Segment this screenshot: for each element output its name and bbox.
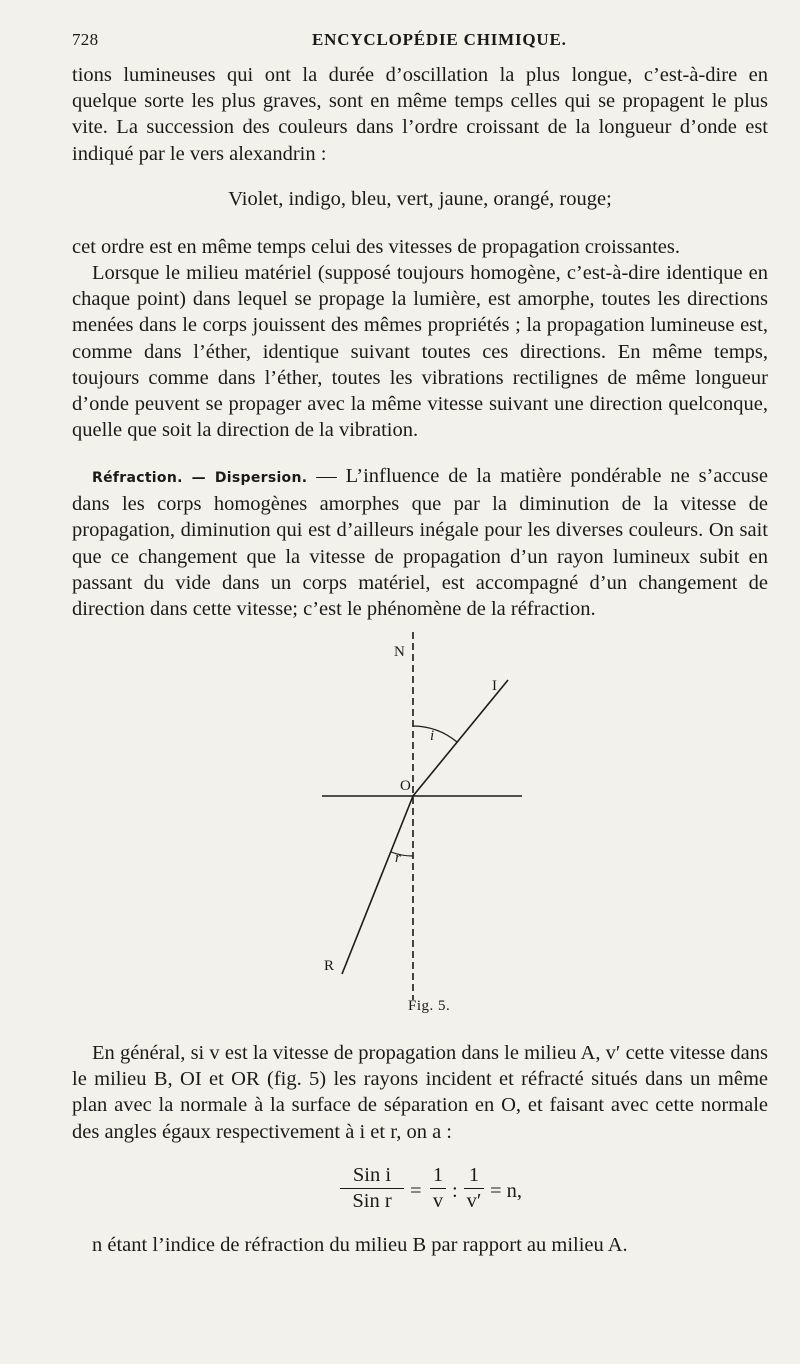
formula-tail: = n, <box>490 1180 523 1202</box>
formula-num3: 1 <box>468 1164 480 1186</box>
formula-num2: 1 <box>432 1164 444 1186</box>
formula-colon: : <box>452 1180 458 1202</box>
paragraph-3-text: Lorsque le milieu matériel (supposé toujours homogène, c’est-à-dire identique en chaque point) dans lequel se propage la lumière, est amorphe, toutes les directions menées dans le corps jouissent des mêmes propriétés ; la propagation lumineuse est, comme dans l’éther, identique suivant toutes ces directions. En même temps, toujours comme dans l’éther, toutes les vibrations rectilignes de même longueur d’onde peuvent se propager avec la même vitesse suivant une direction quelconque, quelle que soit la direction de la vibration. <box>72 262 768 442</box>
formula-num1: Sin i <box>352 1164 392 1186</box>
paragraph-4-text <box>72 463 768 622</box>
angle-i-arc <box>413 726 457 742</box>
paragraph-2-text: cet ordre est en même temps celui des vitesses de propagation croissantes. <box>72 236 680 258</box>
running-title: ENCYCLOPÉDIE CHIMIQUE. <box>312 30 567 49</box>
page-number: 728 <box>72 30 99 49</box>
formula-eq1: = <box>410 1180 422 1202</box>
verse-line: Violet, indigo, bleu, vert, jaune, orangé, rouge; <box>228 188 612 210</box>
paragraph-2 <box>72 234 768 260</box>
fraction-1v <box>430 1164 446 1213</box>
section-heading: Réfraction. — Dispersion. <box>92 470 308 486</box>
fraction-sin <box>340 1164 404 1213</box>
refracted-ray <box>342 796 413 974</box>
refraction-formula <box>340 1164 560 1224</box>
incident-ray <box>413 680 508 796</box>
label-I: I <box>492 678 497 694</box>
refraction-figure <box>300 628 540 1020</box>
label-R: R <box>324 958 335 974</box>
page-header <box>72 30 770 54</box>
paragraph-6-text: n étant l’indice de réfraction du milieu B par rapport au milieu A. <box>92 1234 628 1256</box>
fraction-1vprime <box>464 1164 484 1213</box>
formula-den3: v′ <box>466 1190 482 1212</box>
figure-caption: Fig. 5. <box>408 998 451 1014</box>
paragraph-3 <box>72 260 768 443</box>
label-O: O <box>400 778 411 794</box>
paragraph-6 <box>72 1232 768 1258</box>
formula-den2: v <box>432 1190 444 1212</box>
label-N: N <box>394 644 405 660</box>
formula-den1: Sin r <box>352 1190 392 1212</box>
paragraph-4-body: — L’influence de la matière pondérable ne s’accuse dans les corps homogènes amorphes que par la diminution de la vitesse de propagation, diminution qui est d’ailleurs inégale pour les diverses couleurs. On sait que ce changement que la vitesse de propagation d’un rayon lumineux subit en passant du vide dans un corps matériel, est accompagné d’un changement de direction dans cette vitesse; c’est le phénomène de la réfraction. <box>72 465 768 621</box>
paragraph-5 <box>72 1040 768 1145</box>
paragraph-5-text: En général, si v est la vitesse de propagation dans le milieu A, v′ cette vitesse dans le milieu B, OI et OR (fig. 5) les rayons incident et réfracté situés dans un même plan avec la normale à la surface de séparation en O, et faisant avec cette normale des angles égaux respectivement à i et r, on a : <box>72 1042 768 1143</box>
refraction-diagram <box>300 628 540 1020</box>
paragraph-1 <box>72 62 768 167</box>
label-r: r <box>395 850 401 866</box>
paragraph-4 <box>72 463 768 622</box>
paragraph-1-text: tions lumineuses qui ont la durée d’oscillation la plus longue, c’est-à-dire en quelque sorte les plus graves, sont en même temps celles qui se propagent le plus vite. La succession des couleurs dans l’ordre croissant de la longueur d’onde est indiqué par le vers alexandrin : <box>72 64 768 165</box>
label-i: i <box>430 728 435 744</box>
